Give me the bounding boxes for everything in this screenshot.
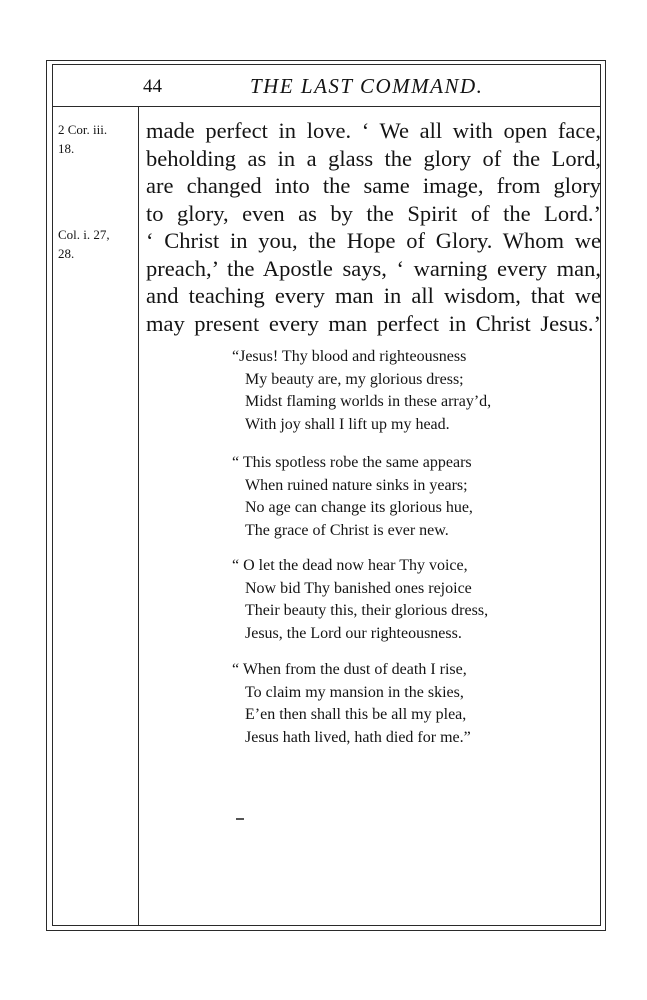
verse-line: “ When from the dust of death I rise, xyxy=(232,661,467,678)
body-line: are changed into the same image, from glory xyxy=(146,173,601,198)
body-line: made perfect in love. ‘ We all with open face, xyxy=(146,118,601,143)
left-border-inner xyxy=(52,64,53,926)
body-line: to glory, even as by the Spirit of the Lord.’ xyxy=(146,200,601,226)
verse-line: The grace of Christ is ever new. xyxy=(245,521,449,539)
verse-line: E’en then shall this be all my plea, xyxy=(245,706,467,723)
margin-note-line: 2 Cor. iii. xyxy=(58,122,108,137)
margin-note-2-cor xyxy=(58,120,107,158)
margin-note-line: 18. xyxy=(58,141,75,156)
body-line: preach,’ the Apostle says, ‘ warning every man, xyxy=(146,255,601,281)
margin-note-col xyxy=(58,225,110,263)
bottom-border-inner xyxy=(52,925,601,926)
left-border xyxy=(46,60,47,930)
verse-line: My beauty are, my glorious dress; xyxy=(245,370,464,388)
verse-line: “ O let the dead now hear Thy voice, xyxy=(232,557,468,574)
body-line: may present every man perfect in Christ Jesus.’ xyxy=(146,310,601,336)
verse-line: When ruined nature sinks in years; xyxy=(245,476,468,494)
running-title: THE LAST COMMAND. xyxy=(250,74,484,98)
verse-line: Now bid Thy banished ones rejoice xyxy=(245,579,472,597)
verse-line: Jesus hath lived, hath died for me.” xyxy=(245,728,471,746)
body-paragraph xyxy=(146,117,601,337)
hymn-stanza-4 xyxy=(232,659,471,749)
verse-line: “Jesus! Thy blood and righteousness xyxy=(232,348,467,365)
body-line: ‘ Christ in you, the Hope of Glory. Whom we xyxy=(146,228,601,253)
margin-column-rule xyxy=(138,106,139,926)
header-rule xyxy=(52,106,601,107)
hymn-stanza-2 xyxy=(232,452,473,542)
verse-line: With joy shall I lift up my head. xyxy=(245,415,450,433)
hymn-stanza-1 xyxy=(232,346,491,436)
verse-line: Jesus, the Lord our righteousness. xyxy=(245,624,462,642)
verse-line: No age can change its glorious hue, xyxy=(245,499,473,516)
bottom-border xyxy=(46,930,606,931)
right-border xyxy=(605,60,606,930)
top-border xyxy=(46,60,605,61)
verse-line: Midst flaming worlds in these array’d, xyxy=(245,393,492,410)
page-number: 44 xyxy=(143,76,162,97)
margin-note-line: Col. i. 27, xyxy=(58,227,110,242)
verse-line: “ This spotless robe the same appears xyxy=(232,454,472,471)
verse-line: To claim my mansion in the skies, xyxy=(245,683,464,701)
hymn-stanza-3 xyxy=(232,555,488,645)
top-border-inner xyxy=(52,64,601,65)
body-line: beholding as in a glass the glory of the Lord, xyxy=(146,145,601,171)
verse-line: Their beauty this, their glorious dress, xyxy=(245,602,489,619)
body-line: and teaching every man in all wisdom, that we xyxy=(146,283,601,308)
margin-note-line: 28. xyxy=(58,246,75,261)
printer-mark xyxy=(236,818,244,820)
